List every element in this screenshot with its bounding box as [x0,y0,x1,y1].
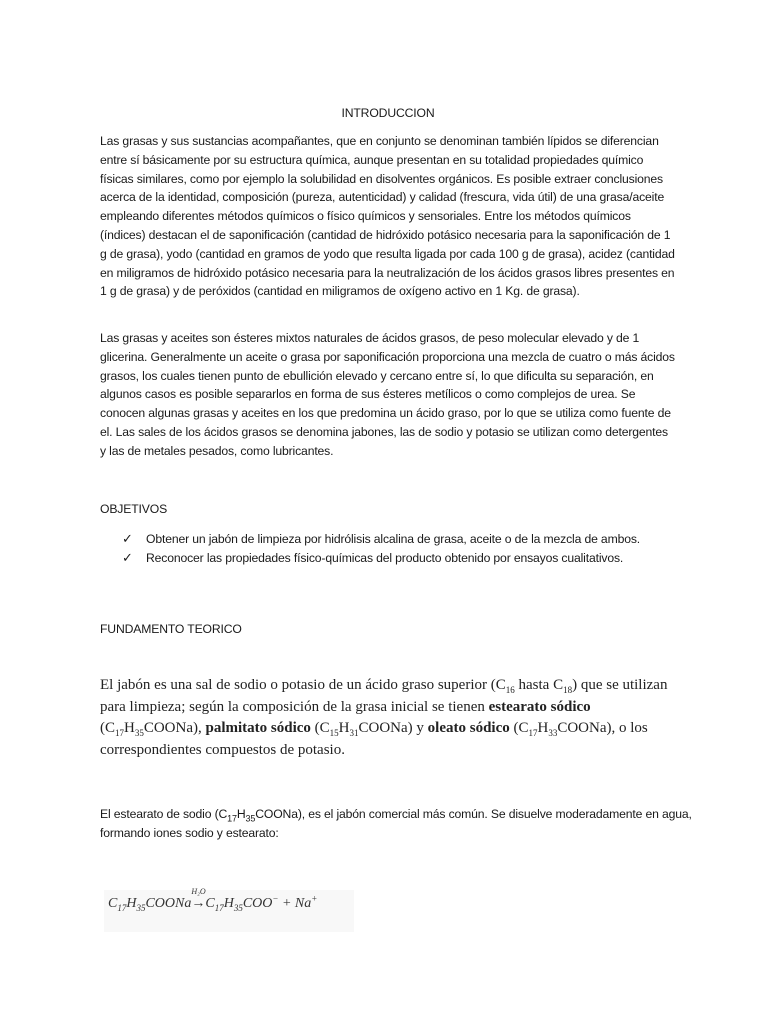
subscript: 16 [505,685,515,695]
text-run: H [338,720,350,736]
introduccion-heading: INTRODUCCION [341,106,435,120]
eq-term: H [223,896,234,911]
text-run: H [124,720,135,736]
subscript: 15 [329,728,339,738]
text-run: ) que se utilizan para limpieza; según la composición de la grasa inicial se tienen [100,677,668,715]
eq-superscript: + [311,893,318,904]
chemical-equation [108,887,318,913]
subscript: 17 [227,813,237,824]
eq-term: C [205,896,215,911]
text-run: COONa), es el jabón comercial más común. Se disuelve moderadamente en agua, formando iones sodio y estearato: [100,807,692,840]
subscript: 31 [349,728,359,738]
text-run: hasta C [514,677,564,693]
arrow-label: H₂O [191,887,206,896]
eq-term: C [108,896,118,911]
introduccion-paragraph-2: Las grasas y aceites son ésteres mixtos naturales de ácidos grasos, de peso molecular elevado y de 1 glicerina. Generalmente un aceite o grasa por saponificación proporciona una mezcla de cuatro o más ácidos grasos, los cuales tienen punto de ebullición elevado y cercano entre sí, lo que dificulta su separación, en algunos casos es posible separarlos en forma de sus ésteres metílicos o como complejos de urea. Se conocen algunas grasas y aceites en los que predomina un ácido graso, por lo que se utiliza como fuente de el. Las sales de los ácidos grasos se denomina jabones, las de sodio y potasio se utilizan como detergentes y las de metales pesados, como lubricantes. [100,331,675,458]
bold-term: oleato sódico [427,720,510,736]
text-run: (C [509,720,529,736]
fundamento-teorico-heading: FUNDAMENTO TEORICO [100,622,242,636]
text-run: COONa), [143,720,206,736]
text-run: H [537,720,549,736]
checkmark-icon: ✓ [122,531,133,546]
eq-superscript: − [272,893,279,904]
objetivo-text: Reconocer las propiedades físico-químicas del producto obtenido por ensayos cualitativos. [146,550,624,565]
objetivos-heading: OBJETIVOS [100,502,168,516]
bold-term: palmitato sódico [205,720,311,736]
subscript: 33 [548,728,558,738]
fundamento-paragraph [100,675,680,761]
objetivo-text: Obtener un jabón de limpieza por hidrólisis alcalina de grasa, aceite o de la mezcla de ambos. [146,532,641,546]
checkmark-icon: ✓ [122,549,133,565]
text-run: COONa) y [358,720,428,736]
subscript: 35 [134,728,144,738]
eq-subscript: 17 [117,902,127,913]
eq-term: + Na [278,896,312,911]
objetivo-item [122,549,642,568]
subscript: 17 [115,728,124,738]
arrow-icon: → [191,896,206,911]
text-run: El jabón es una sal de sodio o potasio de un ácido graso superior (C [100,677,506,693]
estearato-paragraph [100,805,700,843]
eq-term: COO [242,896,273,911]
text-run: COONa), o los correspondientes compuestos de potasio. [100,720,648,758]
text-run: H [236,807,246,821]
subscript: 17 [528,728,538,738]
text-run: (C [310,720,330,736]
eq-subscript: 35 [233,902,243,913]
reaction-arrow [191,887,206,912]
eq-term: COONa [145,896,192,911]
objetivos-list [122,530,642,568]
eq-term: H [126,896,137,911]
eq-subscript: 35 [136,902,146,913]
subscript: 35 [245,813,256,824]
eq-subscript: 17 [214,902,224,913]
introduccion-paragraph-1: Las grasas y sus sustancias acompañantes, que en conjunto se denominan también lípidos se diferencian entre sí básicamente por su estructura química, aunque presentan en su totalidad propiedades químico físicas similares, como por ejemplo la solubilidad en disolventes orgánicos. Es posible extraer conclusiones acerca de la identidad, composición (pureza, autenticidad) y calidad (frescura, vida útil) de una grasa/aceite empleando diferentes métodos químicos o físico químicos y sensoriales. Entre los métodos químicos (índices) destacan el de saponificación (cantidad de hidróxido potásico necesaria para la saponificación de 1 g de grasa), yodo (cantidad en gramos de yodo que resulta ligada por cada 100 g de grasa), acidez (cantidad en miligramos de hidróxido potásico necesaria para la neutralización de los ácidos grasos libres presentes en 1 g de grasa) y de peróxidos (cantidad en miligramos de oxígeno activo en 1 Kg. de grasa). [100,134,675,299]
text-run: El estearato de sodio (C [100,807,228,821]
text-run: (C [100,720,115,736]
objetivo-item [122,530,642,549]
subscript: 18 [563,685,573,695]
bold-term: estearato sódico [488,698,591,715]
